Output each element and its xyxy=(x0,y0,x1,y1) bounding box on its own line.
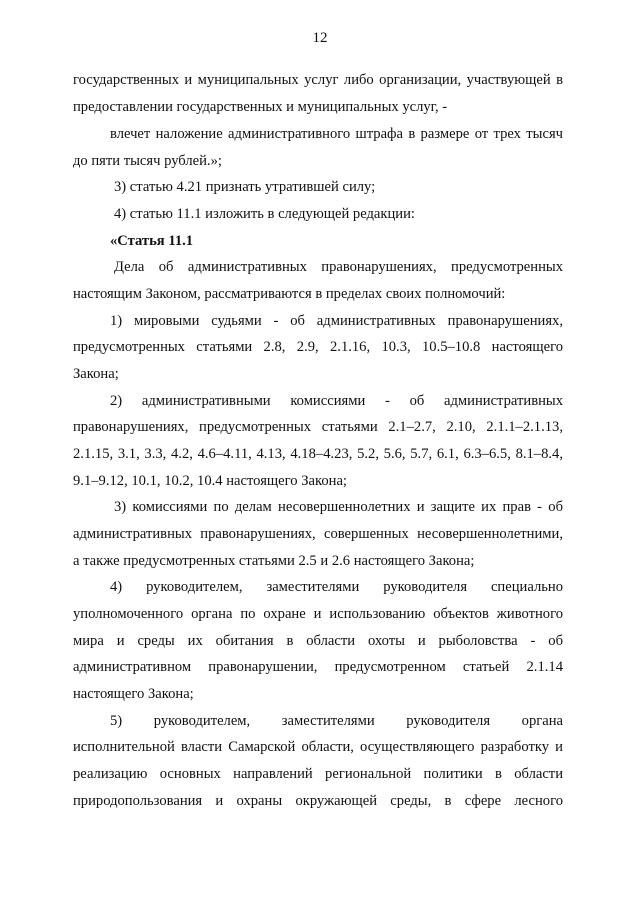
text-line: 5) руководителем, заместителями руководителя органа xyxy=(110,713,563,729)
text-line: до пяти тысяч рублей.»; xyxy=(73,153,222,169)
article-heading: «Статья 11.1 xyxy=(110,233,194,249)
text-line: предусмотренных статьями 2.8, 2.9, 2.1.16, 10.3, 10.5–10.8 настоящего xyxy=(73,339,563,355)
text-line: уполномоченного органа по охране и использованию объектов животного xyxy=(73,606,563,622)
text-line: 9.1–9.12, 10.1, 10.2, 10.4 настоящего Закона; xyxy=(73,473,347,489)
text-line: предоставлении государственных и муниципальных услуг, - xyxy=(73,99,448,115)
text-line: реализацию основных направлений региональной политики в области xyxy=(73,766,563,782)
text-line: 3) статью 4.21 признать утратившей силу; xyxy=(114,179,376,195)
text-line: 4) руководителем, заместителями руководителя специально xyxy=(110,579,563,595)
text-line: мира и среды их обитания в области охоты и рыболовства - об xyxy=(73,633,563,649)
page-number: 12 xyxy=(312,30,328,46)
text-line: 4) статью 11.1 изложить в следующей редакции: xyxy=(114,206,415,222)
text-line: настоящего Закона; xyxy=(73,686,194,702)
text-line: Закона; xyxy=(73,366,119,382)
text-line: административных правонарушениях, совершенных несовершеннолетними, xyxy=(73,526,563,542)
text-line: влечет наложение административного штрафа в размере от трех тысяч xyxy=(110,126,563,142)
text-line: государственных и муниципальных услуг либо организации, участвующей в xyxy=(73,72,563,88)
text-line: природопользования и охраны окружающей среды, в сфере лесного xyxy=(73,793,563,809)
text-line: 1) мировыми судьями - об административных правонарушениях, xyxy=(110,313,563,329)
text-line: 2.1.15, 3.1, 3.3, 4.2, 4.6–4.11, 4.13, 4.18–4.23, 5.2, 5.6, 5.7, 6.1, 6.3–6.5, 8.1–8.4, xyxy=(73,446,563,462)
text-line: Дела об административных правонарушениях, предусмотренных xyxy=(114,259,563,275)
text-line: 2) административными комиссиями - об административных xyxy=(110,393,563,409)
text-line: настоящим Законом, рассматриваются в пределах своих полномочий: xyxy=(73,286,506,302)
text-line: исполнительной власти Самарской области, осуществляющего разработку и xyxy=(73,739,563,755)
text-line: административном правонарушении, предусмотренном статьей 2.1.14 xyxy=(73,659,563,675)
text-line: правонарушениях, предусмотренных статьями 2.1–2.7, 2.10, 2.1.1–2.1.13, xyxy=(73,419,563,435)
text-line: а также предусмотренных статьями 2.5 и 2.6 настоящего Закона; xyxy=(73,553,475,569)
text-line: 3) комиссиями по делам несовершеннолетних и защите их прав - об xyxy=(114,499,563,515)
